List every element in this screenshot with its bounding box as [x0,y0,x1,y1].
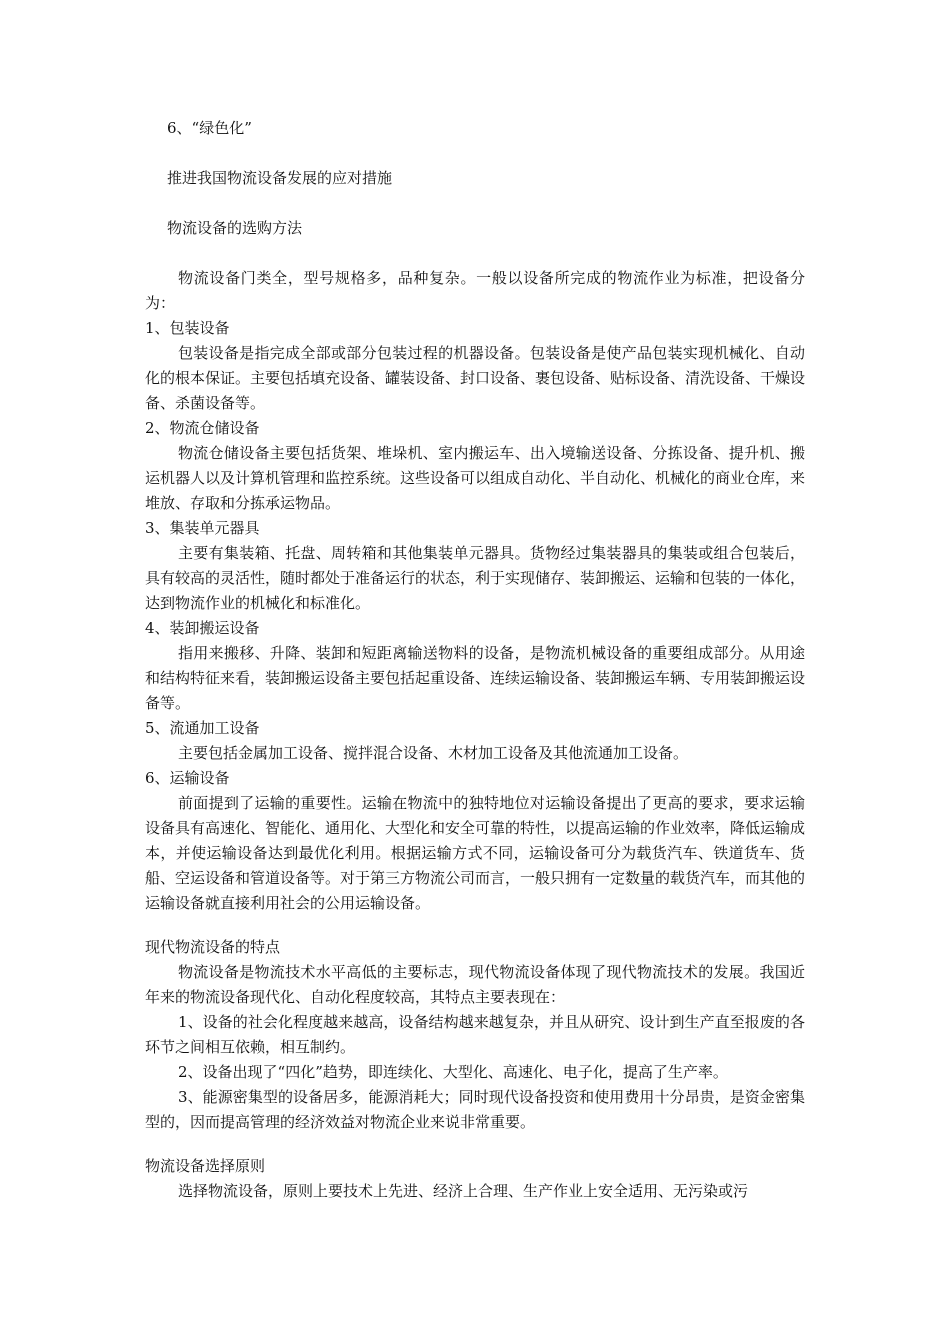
heading-green: 6、“绿色化” [167,119,252,137]
principles-title: 物流设备选择原则 [145,1157,266,1175]
section-4-text: 指用来搬移、升降、装卸和短距离输送物料的设备，是物流机械设备的重要组成部分。从用途和结构特征来看，装卸搬运设备主要包括起重设备、连续运输设备、装卸搬运车辆、专用装卸搬运设备等。 [145,644,806,712]
heading-purchase-method: 物流设备的选购方法 [167,219,303,237]
main-text [145,266,805,1204]
spacer [145,916,805,935]
section-3-title: 3、集装单元器具 [145,519,260,537]
section-6-text: 前面提到了运输的重要性。运输在物流中的独特地位对运输设备提出了更高的要求，要求运输设备具有高速化、智能化、通用化、大型化和安全可靠的特性，以提高运输的作业效率，降低运输成本，并使运输设备达到最优化利用。根据运输方式不同，运输设备可分为载货汽车、铁道货车、货船、空运设备和管道设备等。对于第三方物流公司而言，一般只拥有一定数量的载货汽车，而其他的运输设备就直接利用社会的公用运输设备。 [145,794,806,912]
section-4-title: 4、装卸搬运设备 [145,619,260,637]
section-5-title: 5、流通加工设备 [145,719,260,737]
section-5-text: 主要包括金属加工设备、搅拌混合设备、木材加工设备及其他流通加工设备。 [178,744,689,762]
section-6-title: 6、运输设备 [145,769,230,787]
features-intro: 物流设备是物流技术水平高低的主要标志，现代物流设备体现了现代物流技术的发展。我国近年来的物流设备现代化、自动化程度较高，其特点主要表现在： [145,963,805,1006]
spacer [145,1135,805,1154]
section-1-text: 包装设备是指完成全部或部分包装过程的机器设备。包装设备是使产品包装实现机械化、自动化的根本保证。主要包括填充设备、罐装设备、封口设备、裹包设备、贴标设备、清洗设备、干燥设备、杀菌设备等。 [145,344,806,412]
section-2-title: 2、物流仓储设备 [145,419,260,437]
intro-paragraph: 物流设备门类全，型号规格多，品种复杂。一般以设备所完成的物流作业为标准，把设备分为： [145,269,805,312]
features-title: 现代物流设备的特点 [145,938,281,956]
heading-measures: 推进我国物流设备发展的应对措施 [167,169,393,187]
principles-text: 选择物流设备，原则上要技术上先进、经济上合理、生产作业上安全适用、无污染或污 [178,1182,749,1200]
feature-2: 2、设备出现了“四化”趋势，即连续化、大型化、高速化、电子化，提高了生产率。 [178,1063,728,1081]
section-3-text: 主要有集装箱、托盘、周转箱和其他集装单元器具。货物经过集装器具的集装或组合包装后，具有较高的灵活性，随时都处于准备运行的状态，利于实现储存、装卸搬运、运输和包装的一体化，达到物流作业的机械化和标准化。 [145,544,806,612]
feature-3: 3、能源密集型的设备居多，能源消耗大；同时现代设备投资和使用费用十分昂贵，是资金密集型的，因而提高管理的经济效益对物流企业来说非常重要。 [145,1088,805,1131]
section-2-text: 物流仓储设备主要包括货架、堆垛机、室内搬运车、出入境输送设备、分拣设备、提升机、搬运机器人以及计算机管理和监控系统。这些设备可以组成自动化、半自动化、机械化的商业仓库，来堆放、存取和分拣承运物品。 [145,444,806,512]
feature-1: 1、设备的社会化程度越来越高，设备结构越来越复杂，并且从研究、设计到生产直至报废的各环节之间相互依赖，相互制约。 [145,1013,805,1056]
section-1-title: 1、包装设备 [145,319,230,337]
